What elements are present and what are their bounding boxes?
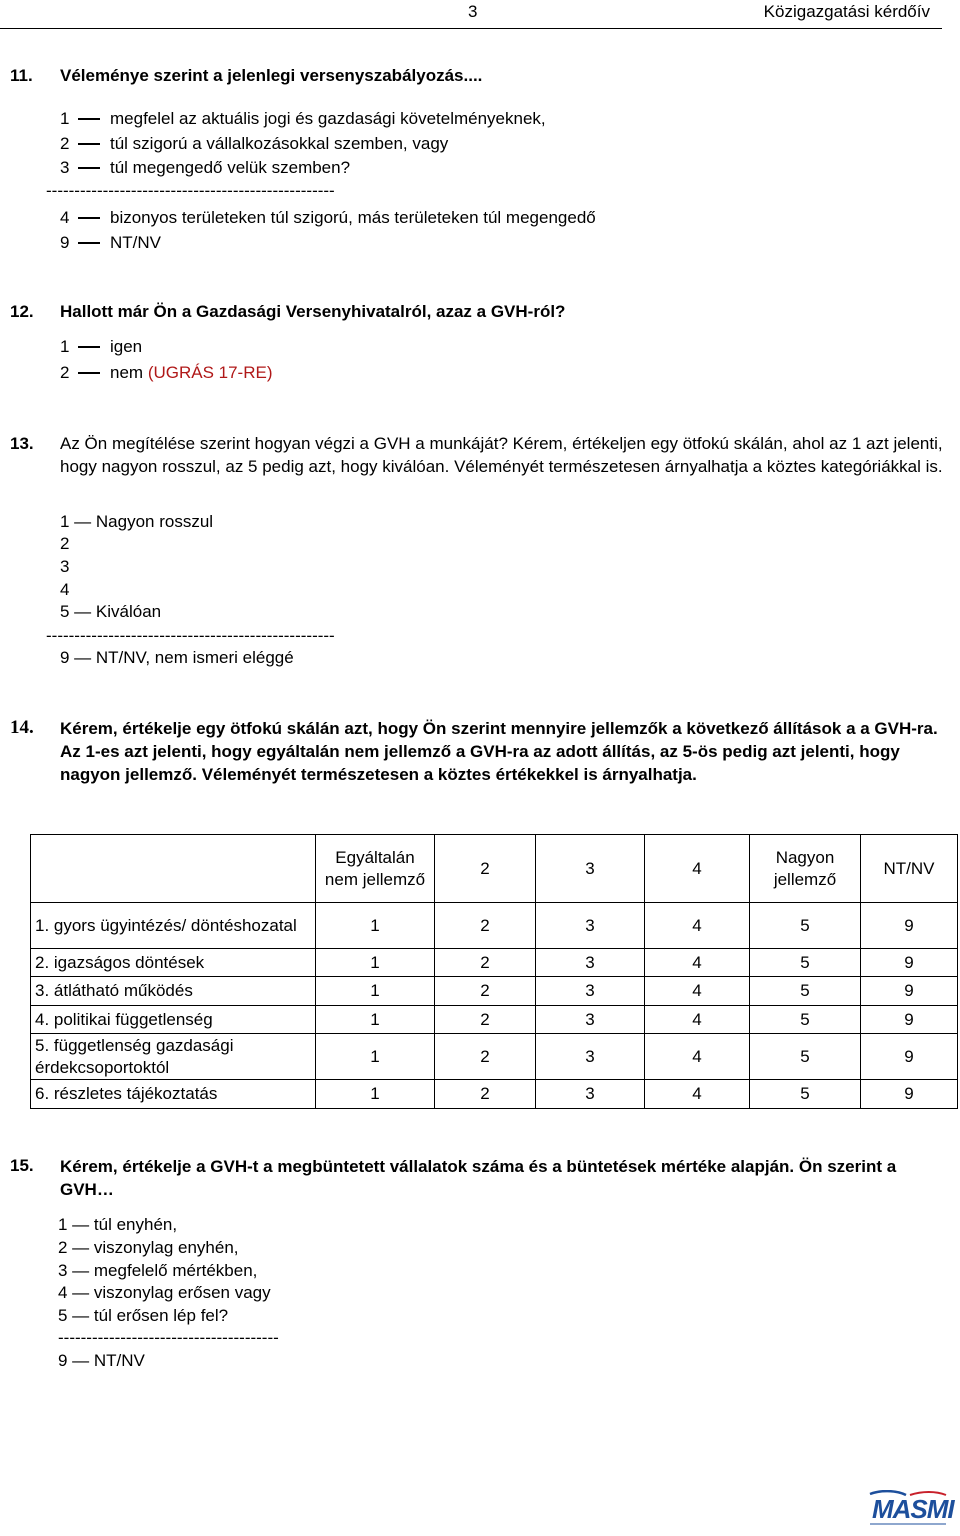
q11-option-2: 2 túl szigorú a vállalkozásokkal szemben, vagy bbox=[60, 134, 449, 153]
rating-cell[interactable]: 9 bbox=[861, 1006, 958, 1034]
rating-cell[interactable]: 4 bbox=[645, 903, 750, 949]
rating-cell[interactable]: 2 bbox=[435, 1006, 536, 1034]
q13-scale-4: 4 bbox=[60, 580, 70, 599]
rating-cell[interactable]: 4 bbox=[645, 1034, 750, 1080]
row-label: 2. igazságos döntések bbox=[31, 949, 316, 977]
table-row bbox=[31, 1006, 958, 1034]
table-header-col-3: 3 bbox=[536, 835, 645, 903]
row-label: 3. átlátható működés bbox=[31, 977, 316, 1006]
document-title: Közigazgatási kérdőív bbox=[763, 2, 930, 21]
rating-cell[interactable]: 4 bbox=[645, 1006, 750, 1034]
rating-cell[interactable]: 3 bbox=[536, 1006, 645, 1034]
rating-cell[interactable]: 5 bbox=[750, 1080, 861, 1109]
q15-number: 15. bbox=[10, 1156, 34, 1175]
header-rule bbox=[0, 28, 942, 29]
rating-cell[interactable]: 5 bbox=[750, 1034, 861, 1080]
rating-cell[interactable]: 1 bbox=[316, 903, 435, 949]
table-row bbox=[31, 1080, 958, 1109]
q11-option-1: 1 megfelel az aktuális jogi és gazdasági követelményeknek, bbox=[60, 109, 546, 128]
table-header-col-9: NT/NV bbox=[861, 835, 958, 903]
rating-cell[interactable]: 1 bbox=[316, 1080, 435, 1109]
q15-option-1: 1 — túl enyhén, bbox=[58, 1215, 178, 1234]
rating-cell[interactable]: 9 bbox=[861, 1034, 958, 1080]
q15-dont-know: 9 — NT/NV bbox=[58, 1351, 145, 1370]
table-header-col-2: 2 bbox=[435, 835, 536, 903]
q12-question: Hallott már Ön a Gazdasági Versenyhivatalról, azaz a GVH-ról? bbox=[60, 302, 566, 321]
rating-cell[interactable]: 9 bbox=[861, 977, 958, 1006]
q11-question: Véleménye szerint a jelenlegi versenyszabályozás.... bbox=[60, 66, 483, 85]
rating-cell[interactable]: 3 bbox=[536, 1034, 645, 1080]
table-header-empty bbox=[31, 835, 316, 903]
rating-table bbox=[30, 834, 958, 1109]
q15-question: Kérem, értékelje a GVH-t a megbüntetett vállalatok száma és a büntetések mértéke alapján. Ön szerint a GVH… bbox=[60, 1157, 897, 1199]
row-label: 4. politikai függetlenség bbox=[31, 1006, 316, 1034]
masmi-logo bbox=[866, 1490, 954, 1530]
q15-separator: --------------------------------------- bbox=[58, 1328, 279, 1347]
q13-dont-know: 9 — NT/NV, nem ismeri eléggé bbox=[60, 648, 294, 667]
rating-cell[interactable]: 2 bbox=[435, 1080, 536, 1109]
q15-option-2: 2 — viszonylag enyhén, bbox=[58, 1238, 239, 1257]
q11-number: 11. bbox=[10, 66, 33, 85]
rating-cell[interactable]: 1 bbox=[316, 1006, 435, 1034]
rating-cell[interactable]: 5 bbox=[750, 903, 861, 949]
table-header-col-1: Egyáltalán nem jellemző bbox=[316, 835, 435, 903]
rating-cell[interactable]: 2 bbox=[435, 903, 536, 949]
rating-cell[interactable]: 5 bbox=[750, 1006, 861, 1034]
q13-question: Az Ön megítélése szerint hogyan végzi a GVH a munkáját? Kérem, értékeljen egy ötfokú skálán, ahol az 1 azt jelenti, hogy nagyon rosszul, az 5 pedig azt, hogy kiválóan. Véleményét természetesen árnyalhatja a köztes kategóriákkal is. bbox=[60, 434, 943, 476]
rating-cell[interactable]: 5 bbox=[750, 977, 861, 1006]
rating-cell[interactable]: 3 bbox=[536, 949, 645, 977]
q11-option-9: 9 NT/NV bbox=[60, 233, 161, 252]
q15-option-3: 3 — megfelelő mértékben, bbox=[58, 1261, 258, 1280]
rating-cell[interactable]: 1 bbox=[316, 949, 435, 977]
rating-cell[interactable]: 9 bbox=[861, 1080, 958, 1109]
q12-option-1: 1 igen bbox=[60, 337, 143, 356]
rating-cell[interactable]: 4 bbox=[645, 977, 750, 1006]
q11-option-3: 3 túl megengedő velük szemben? bbox=[60, 158, 351, 177]
page-number: 3 bbox=[468, 2, 478, 21]
table-row bbox=[31, 977, 958, 1006]
row-label: 5. függetlenség gazdasági érdekcsoportoktól bbox=[31, 1034, 316, 1080]
q15-option-5: 5 — túl erősen lép fel? bbox=[58, 1306, 229, 1325]
table-header-col-5: Nagyon jellemző bbox=[750, 835, 861, 903]
q13-scale-1: 1 — Nagyon rosszul bbox=[60, 512, 214, 531]
rating-cell[interactable]: 9 bbox=[861, 903, 958, 949]
rating-cell[interactable]: 4 bbox=[645, 1080, 750, 1109]
table-header-row bbox=[31, 835, 958, 903]
rating-cell[interactable]: 1 bbox=[316, 1034, 435, 1080]
q14-number: 14. bbox=[10, 717, 34, 738]
q11-separator: --------------------------------------------------- bbox=[46, 181, 335, 200]
q13-separator: --------------------------------------------------- bbox=[46, 626, 335, 645]
q13-scale-2: 2 bbox=[60, 534, 70, 553]
row-label: 6. részletes tájékoztatás bbox=[31, 1080, 316, 1109]
q13-scale-3: 3 bbox=[60, 557, 70, 576]
q11-option-4: 4 bizonyos területeken túl szigorú, más területeken túl megengedő bbox=[60, 208, 596, 227]
table-row bbox=[31, 949, 958, 977]
rating-cell[interactable]: 3 bbox=[536, 903, 645, 949]
q15-option-4: 4 — viszonylag erősen vagy bbox=[58, 1283, 271, 1302]
rating-cell[interactable]: 3 bbox=[536, 1080, 645, 1109]
rating-cell[interactable]: 9 bbox=[861, 949, 958, 977]
q12-number: 12. bbox=[10, 302, 34, 321]
skip-instruction: (UGRÁS 17-RE) bbox=[147, 363, 273, 382]
q14-question: Kérem, értékelje egy ötfokú skálán azt, hogy Ön szerint mennyire jellemzők a következő állítások a a GVH-ra. Az 1-es azt jelenti, hogy egyáltalán nem jellemző a GVH-ra az adott állítás, az 5-ös pedig azt jelenti, hogy nagyon jellemző. Véleményét természetesen a köztes értékekkel is árnyalhatja. bbox=[60, 719, 938, 784]
table-row bbox=[31, 1034, 958, 1080]
row-label: 1. gyors ügyintézés/ döntéshozatal bbox=[31, 903, 316, 949]
rating-cell[interactable]: 2 bbox=[435, 949, 536, 977]
logo-text: MASMI bbox=[872, 1494, 954, 1524]
rating-cell[interactable]: 4 bbox=[645, 949, 750, 977]
rating-cell[interactable]: 1 bbox=[316, 977, 435, 1006]
q13-scale-5: 5 — Kiválóan bbox=[60, 602, 162, 621]
rating-cell[interactable]: 2 bbox=[435, 1034, 536, 1080]
q13-number: 13. bbox=[10, 434, 34, 453]
rating-cell[interactable]: 3 bbox=[536, 977, 645, 1006]
table-row bbox=[31, 903, 958, 949]
rating-cell[interactable]: 5 bbox=[750, 949, 861, 977]
table-header-col-4: 4 bbox=[645, 835, 750, 903]
rating-cell[interactable]: 2 bbox=[435, 977, 536, 1006]
q12-option-2: 2 nem (UGRÁS 17-RE) bbox=[60, 363, 273, 382]
